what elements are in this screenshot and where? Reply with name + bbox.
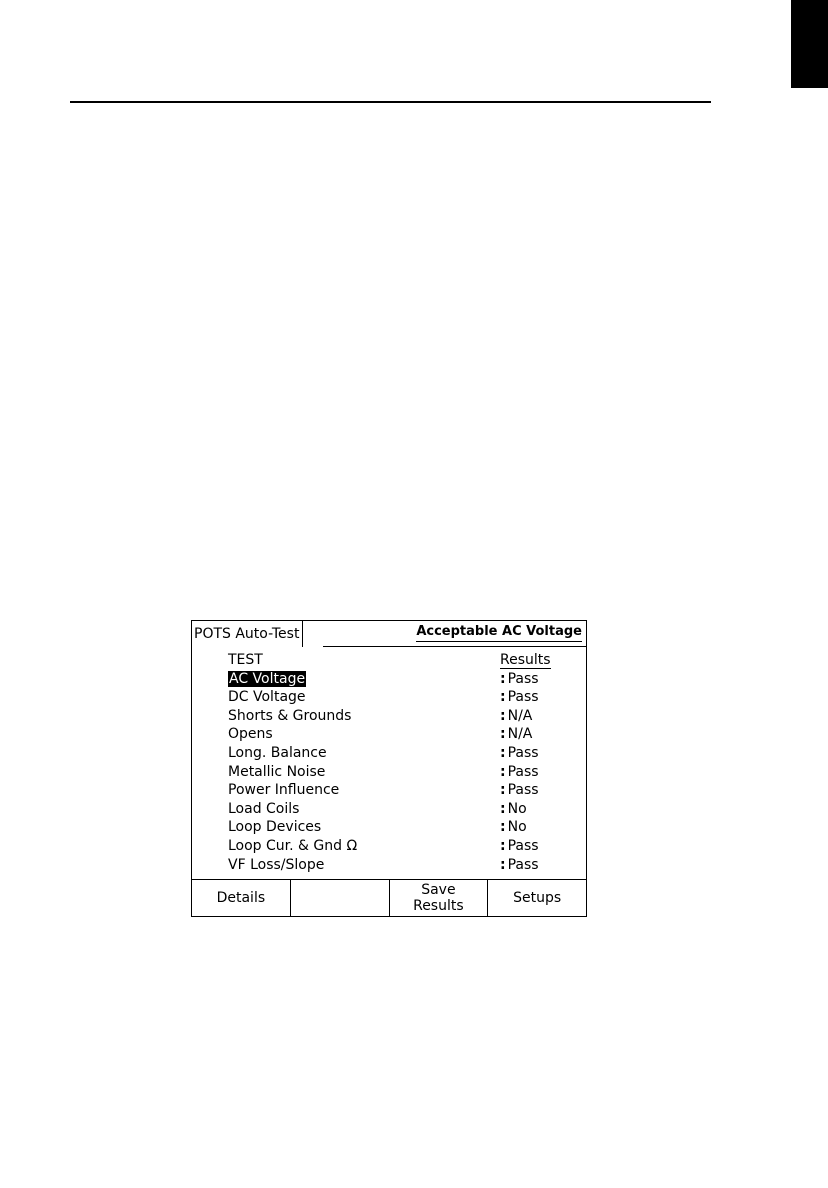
screen-title: POTS Auto-Test [191, 620, 303, 647]
test-results-list [192, 651, 586, 874]
test-result: : Pass [500, 689, 539, 706]
column-header-test: TEST [228, 652, 263, 668]
test-result-value: Pass [507, 837, 539, 854]
test-row-ac-voltage[interactable] [192, 670, 586, 689]
test-name-label: Long. Balance [228, 744, 327, 761]
test-result: : N/A [500, 707, 533, 724]
header-rule [70, 101, 711, 103]
test-name [228, 707, 351, 725]
test-row-metallic-noise[interactable] [192, 763, 586, 782]
test-result: : No [500, 819, 527, 836]
title-divider [323, 646, 586, 647]
column-header-results [500, 651, 551, 669]
test-name [228, 781, 339, 799]
test-row-loop-current-ground[interactable] [192, 837, 586, 856]
test-name-label: Opens [228, 726, 273, 743]
test-result-value: No [507, 819, 527, 836]
setups-button[interactable]: Setups [513, 890, 562, 906]
test-name-label: Loop Devices [228, 819, 322, 836]
test-result-value: N/A [507, 726, 533, 743]
page-edge-tab [791, 0, 828, 88]
save-results-button[interactable]: Save Results [390, 880, 489, 916]
test-row-load-coils[interactable] [192, 800, 586, 819]
test-result: : Pass [500, 744, 539, 761]
test-row-long-balance[interactable] [192, 744, 586, 763]
test-result: : Pass [500, 837, 539, 854]
test-name [228, 818, 321, 836]
test-result-value: Pass [507, 670, 539, 687]
test-result: : Pass [500, 763, 539, 780]
test-row-opens[interactable] [192, 725, 586, 744]
test-result-value: N/A [507, 707, 533, 724]
test-name [228, 800, 299, 818]
test-result-value: Pass [507, 744, 539, 761]
column-header-results-label: Results [500, 652, 551, 668]
test-result-value: Pass [507, 856, 539, 873]
test-result: : Pass [500, 782, 539, 799]
test-name [228, 837, 357, 855]
test-result-value: Pass [507, 782, 539, 799]
test-name [228, 856, 324, 874]
status-message: Acceptable AC Voltage [416, 623, 582, 642]
test-result: : N/A [500, 726, 533, 743]
test-name [228, 688, 306, 706]
test-name [228, 763, 325, 781]
test-result: : No [500, 800, 527, 817]
test-name [228, 670, 306, 688]
column-header-row [192, 651, 586, 670]
test-row-loop-devices[interactable] [192, 818, 586, 837]
test-name-label: VF Loss/Slope [228, 856, 325, 873]
test-row-vf-loss-slope[interactable] [192, 856, 586, 875]
test-result: : Pass [500, 856, 539, 873]
test-name-label: Load Coils [228, 800, 300, 817]
test-name-label: Loop Cur. & Gnd Ω [228, 837, 358, 854]
instrument-screen [191, 620, 587, 917]
test-name [228, 725, 273, 743]
details-button[interactable]: Details [192, 880, 291, 916]
test-result: : Pass [500, 670, 539, 687]
test-name-label: DC Voltage [228, 689, 306, 706]
test-name-label: Power Influence [228, 782, 340, 799]
test-result-value: Pass [507, 763, 539, 780]
test-row-dc-voltage[interactable] [192, 688, 586, 707]
test-name-label: Metallic Noise [228, 763, 326, 780]
blank-softkey[interactable] [291, 880, 390, 916]
test-row-power-influence[interactable] [192, 781, 586, 800]
test-name-label: Shorts & Grounds [228, 707, 352, 724]
test-result-value: No [507, 800, 527, 817]
softkey-bar [192, 879, 586, 916]
test-result-value: Pass [507, 689, 539, 706]
test-name [228, 744, 327, 762]
test-row-shorts-grounds[interactable] [192, 707, 586, 726]
test-name-label: AC Voltage [229, 670, 306, 687]
